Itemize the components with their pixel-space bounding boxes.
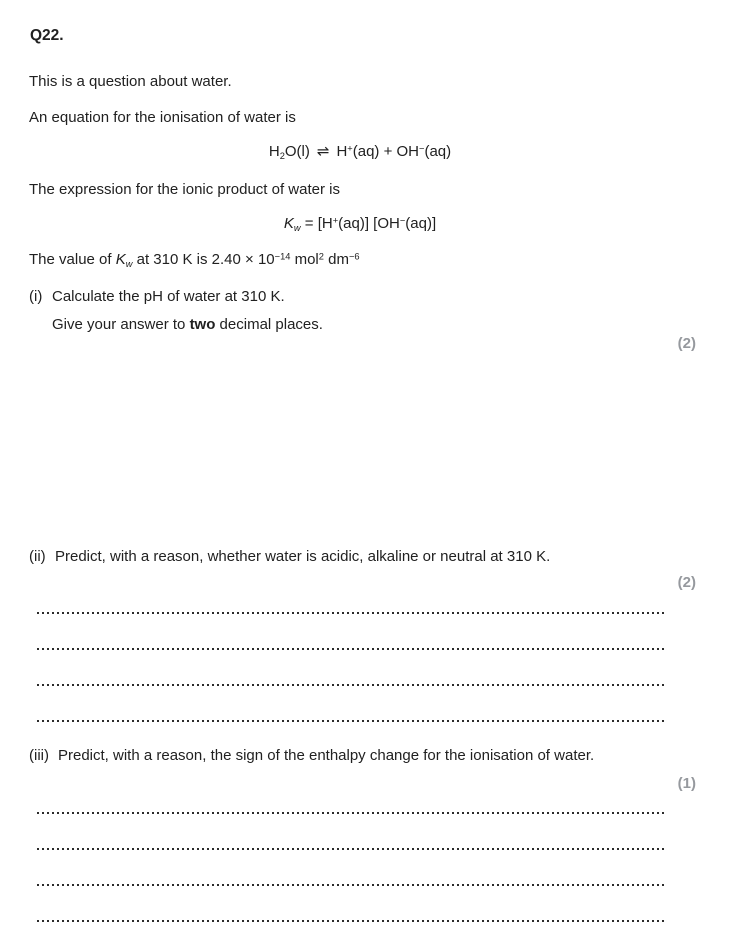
expression-intro-text: The expression for the ionic product of water is bbox=[29, 181, 340, 198]
answer-line bbox=[37, 812, 667, 814]
part-ii-question bbox=[29, 548, 550, 566]
answer-line bbox=[37, 684, 667, 686]
kw-expression: Kw = [H+(aq)] [OH−(aq)] bbox=[283, 215, 437, 233]
intro-text: This is a question about water. bbox=[29, 73, 232, 90]
part-i-marks-badge: (2) bbox=[677, 335, 696, 352]
part-iii-answer-lines bbox=[37, 812, 667, 922]
ionisation-equation: H2O(l) ⇌ H+(aq) + OH−(aq) bbox=[268, 143, 452, 161]
equation-intro-text: An equation for the ionisation of water is bbox=[29, 109, 296, 126]
part-ii-text: Predict, with a reason, whether water is acidic, alkaline or neutral at 310 K. bbox=[55, 548, 551, 565]
part-ii-answer-lines bbox=[37, 612, 667, 722]
part-i-label: (i) bbox=[29, 288, 43, 305]
part-i-text: Calculate the pH of water at 310 K. bbox=[52, 288, 285, 305]
answer-line bbox=[37, 720, 667, 722]
part-ii-label: (ii) bbox=[29, 548, 46, 565]
part-i-question bbox=[29, 288, 285, 306]
part-i-instruction: Give your answer to two decimal places. bbox=[52, 316, 323, 333]
part-iii-label: (iii) bbox=[29, 747, 49, 764]
answer-line bbox=[37, 920, 667, 922]
answer-line bbox=[37, 884, 667, 886]
part-ii-marks-badge: (2) bbox=[677, 574, 696, 591]
part-iii-text: Predict, with a reason, the sign of the enthalpy change for the ionisation of water. bbox=[58, 747, 595, 764]
answer-line bbox=[37, 648, 667, 650]
answer-line bbox=[37, 848, 667, 850]
kw-value-text: The value of Kw at 310 K is $2.40 \times 10^{-14}$ mol$^2$ $dm^{-6}$ bbox=[29, 251, 360, 269]
answer-line bbox=[37, 612, 667, 614]
part-iii-question bbox=[29, 747, 594, 765]
question-number: Q22. bbox=[30, 27, 64, 44]
part-iii-marks-badge: (1) bbox=[677, 775, 696, 792]
